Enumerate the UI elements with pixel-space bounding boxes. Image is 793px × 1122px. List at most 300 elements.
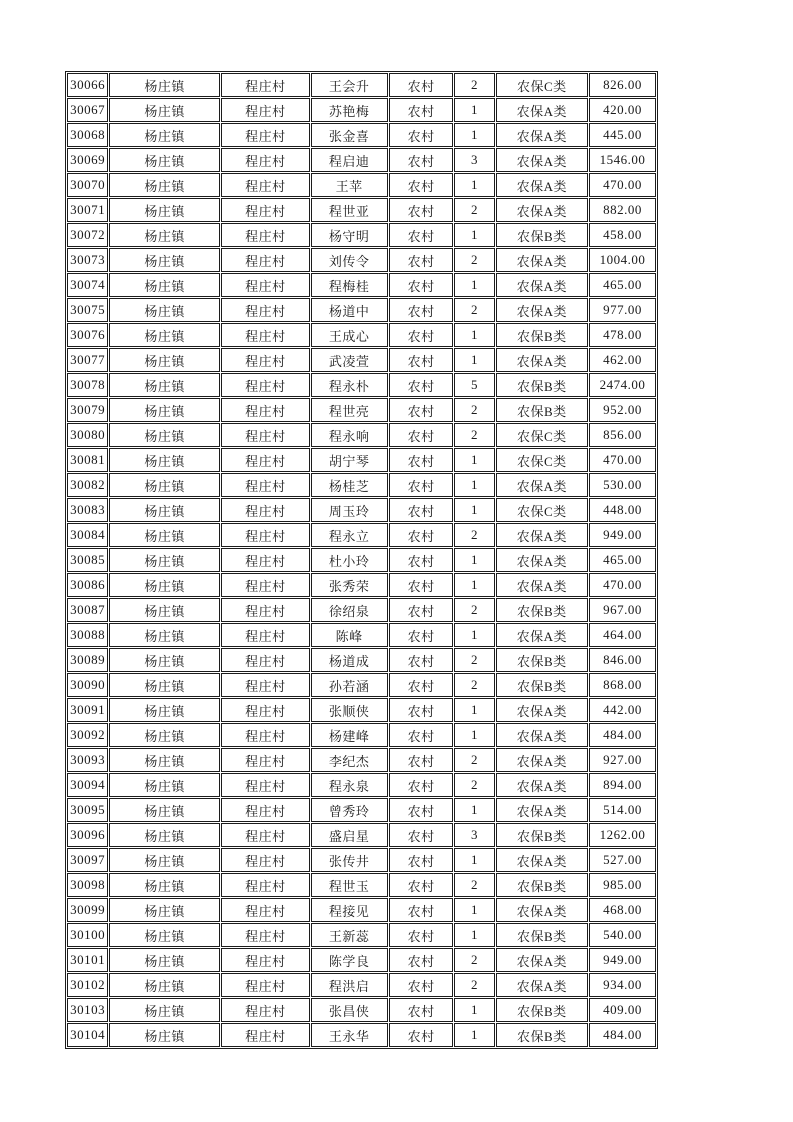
cell-town: 杨庄镇 (109, 748, 220, 772)
cell-insurance-category: 农保A类 (496, 773, 589, 797)
cell-town: 杨庄镇 (109, 523, 220, 547)
cell-record-id: 30066 (67, 73, 108, 97)
cell-record-id: 30099 (67, 898, 108, 922)
cell-village: 程庄村 (221, 548, 309, 572)
cell-person-name: 陈学良 (311, 948, 388, 972)
cell-town: 杨庄镇 (109, 123, 220, 147)
cell-town: 杨庄镇 (109, 423, 220, 447)
cell-record-id: 30095 (67, 798, 108, 822)
cell-person-name: 王新蕊 (311, 923, 388, 947)
cell-hukou-type: 农村 (389, 323, 454, 347)
cell-record-id: 30103 (67, 998, 108, 1022)
cell-amount: 985.00 (589, 873, 656, 897)
table-row (67, 223, 656, 247)
cell-hukou-type: 农村 (389, 198, 454, 222)
cell-record-id: 30086 (67, 573, 108, 597)
cell-hukou-type: 农村 (389, 998, 454, 1022)
table-row (67, 623, 656, 647)
cell-insurance-category: 农保A类 (496, 523, 589, 547)
cell-record-id: 30088 (67, 623, 108, 647)
cell-insurance-category: 农保A类 (496, 948, 589, 972)
cell-record-id: 30071 (67, 198, 108, 222)
table-row (67, 73, 656, 97)
cell-insurance-category: 农保A类 (496, 623, 589, 647)
table-row (67, 498, 656, 522)
cell-amount: 868.00 (589, 673, 656, 697)
cell-amount: 478.00 (589, 323, 656, 347)
cell-hukou-type: 农村 (389, 273, 454, 297)
cell-record-id: 30094 (67, 773, 108, 797)
cell-person-name: 程世玉 (311, 873, 388, 897)
cell-insurance-category: 农保A类 (496, 798, 589, 822)
cell-village: 程庄村 (221, 898, 309, 922)
cell-insurance-category: 农保A类 (496, 898, 589, 922)
cell-hukou-type: 农村 (389, 123, 454, 147)
cell-insurance-category: 农保A类 (496, 723, 589, 747)
cell-hukou-type: 农村 (389, 873, 454, 897)
cell-town: 杨庄镇 (109, 973, 220, 997)
cell-town: 杨庄镇 (109, 273, 220, 297)
cell-person-name: 陈峰 (311, 623, 388, 647)
cell-person-name: 程永立 (311, 523, 388, 547)
cell-person-count: 3 (454, 823, 494, 847)
table-row (67, 998, 656, 1022)
cell-record-id: 30076 (67, 323, 108, 347)
table-row (67, 273, 656, 297)
cell-village: 程庄村 (221, 648, 309, 672)
cell-person-name: 王苹 (311, 173, 388, 197)
cell-town: 杨庄镇 (109, 773, 220, 797)
cell-hukou-type: 农村 (389, 248, 454, 272)
cell-village: 程庄村 (221, 273, 309, 297)
cell-insurance-category: 农保A类 (496, 173, 589, 197)
cell-person-count: 2 (454, 648, 494, 672)
cell-hukou-type: 农村 (389, 98, 454, 122)
cell-record-id: 30102 (67, 973, 108, 997)
cell-village: 程庄村 (221, 173, 309, 197)
cell-village: 程庄村 (221, 623, 309, 647)
cell-hukou-type: 农村 (389, 673, 454, 697)
cell-record-id: 30073 (67, 248, 108, 272)
cell-amount: 465.00 (589, 548, 656, 572)
cell-insurance-category: 农保A类 (496, 248, 589, 272)
cell-amount: 527.00 (589, 848, 656, 872)
cell-town: 杨庄镇 (109, 648, 220, 672)
cell-town: 杨庄镇 (109, 448, 220, 472)
table-row (67, 848, 656, 872)
cell-record-id: 30081 (67, 448, 108, 472)
cell-person-name: 程世亮 (311, 398, 388, 422)
cell-person-count: 1 (454, 548, 494, 572)
cell-town: 杨庄镇 (109, 73, 220, 97)
cell-person-count: 1 (454, 623, 494, 647)
table-row (67, 723, 656, 747)
cell-person-count: 1 (454, 698, 494, 722)
table-row (67, 548, 656, 572)
cell-amount: 484.00 (589, 723, 656, 747)
cell-village: 程庄村 (221, 248, 309, 272)
cell-record-id: 30089 (67, 648, 108, 672)
cell-town: 杨庄镇 (109, 498, 220, 522)
cell-hukou-type: 农村 (389, 73, 454, 97)
cell-person-count: 1 (454, 848, 494, 872)
table-row (67, 798, 656, 822)
cell-amount: 927.00 (589, 748, 656, 772)
cell-person-name: 张顺侠 (311, 698, 388, 722)
cell-insurance-category: 农保A类 (496, 198, 589, 222)
cell-insurance-category: 农保B类 (496, 923, 589, 947)
cell-person-count: 2 (454, 423, 494, 447)
cell-amount: 442.00 (589, 698, 656, 722)
cell-town: 杨庄镇 (109, 673, 220, 697)
cell-village: 程庄村 (221, 598, 309, 622)
cell-insurance-category: 农保B类 (496, 673, 589, 697)
cell-insurance-category: 农保A类 (496, 148, 589, 172)
cell-insurance-category: 农保C类 (496, 423, 589, 447)
cell-town: 杨庄镇 (109, 548, 220, 572)
cell-hukou-type: 农村 (389, 798, 454, 822)
cell-person-count: 2 (454, 398, 494, 422)
table-row (67, 698, 656, 722)
cell-town: 杨庄镇 (109, 873, 220, 897)
cell-person-count: 1 (454, 273, 494, 297)
cell-record-id: 30085 (67, 548, 108, 572)
cell-insurance-category: 农保B类 (496, 323, 589, 347)
table-row (67, 1023, 656, 1047)
cell-record-id: 30091 (67, 698, 108, 722)
cell-person-name: 周玉玲 (311, 498, 388, 522)
cell-person-count: 1 (454, 323, 494, 347)
cell-amount: 514.00 (589, 798, 656, 822)
table-body (67, 73, 656, 1047)
cell-person-name: 徐绍泉 (311, 598, 388, 622)
cell-amount: 420.00 (589, 98, 656, 122)
cell-hukou-type: 农村 (389, 823, 454, 847)
cell-insurance-category: 农保B类 (496, 398, 589, 422)
cell-person-name: 杜小玲 (311, 548, 388, 572)
table-row (67, 148, 656, 172)
cell-record-id: 30080 (67, 423, 108, 447)
cell-person-name: 盛启星 (311, 823, 388, 847)
cell-village: 程庄村 (221, 998, 309, 1022)
table-row (67, 573, 656, 597)
cell-insurance-category: 农保A类 (496, 698, 589, 722)
cell-village: 程庄村 (221, 223, 309, 247)
cell-person-name: 武凌萱 (311, 348, 388, 372)
cell-record-id: 30087 (67, 598, 108, 622)
table-row (67, 773, 656, 797)
cell-town: 杨庄镇 (109, 198, 220, 222)
cell-insurance-category: 农保A类 (496, 273, 589, 297)
cell-town: 杨庄镇 (109, 848, 220, 872)
cell-person-name: 孙若涵 (311, 673, 388, 697)
cell-record-id: 30093 (67, 748, 108, 772)
table-row (67, 323, 656, 347)
cell-person-count: 2 (454, 73, 494, 97)
cell-village: 程庄村 (221, 698, 309, 722)
cell-record-id: 30078 (67, 373, 108, 397)
cell-village: 程庄村 (221, 823, 309, 847)
cell-insurance-category: 农保A类 (496, 548, 589, 572)
cell-town: 杨庄镇 (109, 248, 220, 272)
cell-amount: 484.00 (589, 1023, 656, 1047)
cell-insurance-category: 农保B类 (496, 223, 589, 247)
cell-village: 程庄村 (221, 148, 309, 172)
cell-hukou-type: 农村 (389, 523, 454, 547)
cell-record-id: 30072 (67, 223, 108, 247)
cell-person-name: 程启迪 (311, 148, 388, 172)
cell-person-count: 2 (454, 973, 494, 997)
cell-amount: 882.00 (589, 198, 656, 222)
cell-town: 杨庄镇 (109, 898, 220, 922)
cell-record-id: 30097 (67, 848, 108, 872)
cell-record-id: 30068 (67, 123, 108, 147)
cell-record-id: 30069 (67, 148, 108, 172)
cell-village: 程庄村 (221, 423, 309, 447)
cell-amount: 468.00 (589, 898, 656, 922)
cell-person-count: 3 (454, 148, 494, 172)
cell-person-count: 1 (454, 498, 494, 522)
cell-person-count: 2 (454, 773, 494, 797)
cell-amount: 826.00 (589, 73, 656, 97)
cell-person-count: 1 (454, 923, 494, 947)
cell-amount: 1262.00 (589, 823, 656, 847)
cell-person-name: 李纪杰 (311, 748, 388, 772)
table-row (67, 248, 656, 272)
cell-person-count: 1 (454, 448, 494, 472)
cell-person-count: 1 (454, 98, 494, 122)
cell-village: 程庄村 (221, 373, 309, 397)
cell-hukou-type: 农村 (389, 448, 454, 472)
cell-town: 杨庄镇 (109, 723, 220, 747)
cell-person-count: 1 (454, 473, 494, 497)
cell-person-name: 杨守明 (311, 223, 388, 247)
cell-town: 杨庄镇 (109, 573, 220, 597)
cell-person-count: 1 (454, 723, 494, 747)
cell-person-name: 程永泉 (311, 773, 388, 797)
cell-hukou-type: 农村 (389, 598, 454, 622)
cell-hukou-type: 农村 (389, 398, 454, 422)
cell-amount: 448.00 (589, 498, 656, 522)
cell-person-count: 2 (454, 248, 494, 272)
cell-village: 程庄村 (221, 1023, 309, 1047)
cell-amount: 470.00 (589, 573, 656, 597)
cell-village: 程庄村 (221, 798, 309, 822)
cell-hukou-type: 农村 (389, 898, 454, 922)
cell-hukou-type: 农村 (389, 773, 454, 797)
cell-village: 程庄村 (221, 348, 309, 372)
cell-person-count: 1 (454, 998, 494, 1022)
table-row (67, 98, 656, 122)
cell-person-name: 程世亚 (311, 198, 388, 222)
cell-person-count: 1 (454, 1023, 494, 1047)
cell-insurance-category: 农保B类 (496, 873, 589, 897)
table-row (67, 473, 656, 497)
cell-person-count: 2 (454, 523, 494, 547)
cell-person-name: 杨道中 (311, 298, 388, 322)
table-row (67, 973, 656, 997)
cell-insurance-category: 农保C类 (496, 73, 589, 97)
cell-amount: 846.00 (589, 648, 656, 672)
cell-person-count: 2 (454, 748, 494, 772)
cell-amount: 465.00 (589, 273, 656, 297)
cell-village: 程庄村 (221, 948, 309, 972)
cell-village: 程庄村 (221, 873, 309, 897)
cell-amount: 445.00 (589, 123, 656, 147)
cell-person-count: 2 (454, 673, 494, 697)
cell-amount: 856.00 (589, 423, 656, 447)
cell-person-name: 杨道成 (311, 648, 388, 672)
cell-person-name: 胡宁琴 (311, 448, 388, 472)
cell-person-name: 王会升 (311, 73, 388, 97)
cell-person-name: 张秀荣 (311, 573, 388, 597)
cell-person-name: 张金喜 (311, 123, 388, 147)
cell-insurance-category: 农保A类 (496, 848, 589, 872)
cell-town: 杨庄镇 (109, 398, 220, 422)
cell-amount: 934.00 (589, 973, 656, 997)
benefits-table (66, 72, 657, 1048)
cell-insurance-category: 农保A类 (496, 973, 589, 997)
cell-village: 程庄村 (221, 198, 309, 222)
cell-village: 程庄村 (221, 848, 309, 872)
cell-hukou-type: 农村 (389, 373, 454, 397)
cell-person-name: 张昌侠 (311, 998, 388, 1022)
cell-hukou-type: 农村 (389, 148, 454, 172)
cell-insurance-category: 农保A类 (496, 298, 589, 322)
cell-village: 程庄村 (221, 323, 309, 347)
cell-hukou-type: 农村 (389, 348, 454, 372)
cell-town: 杨庄镇 (109, 1023, 220, 1047)
cell-person-count: 2 (454, 873, 494, 897)
table-row (67, 123, 656, 147)
cell-amount: 1004.00 (589, 248, 656, 272)
cell-amount: 949.00 (589, 523, 656, 547)
cell-record-id: 30083 (67, 498, 108, 522)
table-row (67, 673, 656, 697)
cell-insurance-category: 农保C类 (496, 498, 589, 522)
cell-record-id: 30074 (67, 273, 108, 297)
cell-person-name: 刘传令 (311, 248, 388, 272)
cell-village: 程庄村 (221, 448, 309, 472)
cell-person-count: 2 (454, 948, 494, 972)
cell-record-id: 30101 (67, 948, 108, 972)
cell-person-count: 1 (454, 798, 494, 822)
cell-village: 程庄村 (221, 923, 309, 947)
table-row (67, 173, 656, 197)
cell-insurance-category: 农保B类 (496, 1023, 589, 1047)
table-row (67, 748, 656, 772)
cell-amount: 470.00 (589, 173, 656, 197)
cell-hukou-type: 农村 (389, 723, 454, 747)
cell-record-id: 30077 (67, 348, 108, 372)
cell-amount: 409.00 (589, 998, 656, 1022)
cell-village: 程庄村 (221, 73, 309, 97)
table-row (67, 198, 656, 222)
cell-person-name: 程接见 (311, 898, 388, 922)
cell-record-id: 30098 (67, 873, 108, 897)
cell-amount: 530.00 (589, 473, 656, 497)
cell-hukou-type: 农村 (389, 423, 454, 447)
cell-hukou-type: 农村 (389, 748, 454, 772)
cell-hukou-type: 农村 (389, 548, 454, 572)
cell-town: 杨庄镇 (109, 948, 220, 972)
cell-village: 程庄村 (221, 673, 309, 697)
cell-hukou-type: 农村 (389, 923, 454, 947)
cell-hukou-type: 农村 (389, 173, 454, 197)
cell-village: 程庄村 (221, 723, 309, 747)
cell-person-count: 2 (454, 598, 494, 622)
cell-insurance-category: 农保A类 (496, 123, 589, 147)
cell-village: 程庄村 (221, 773, 309, 797)
table-row (67, 823, 656, 847)
cell-hukou-type: 农村 (389, 498, 454, 522)
cell-village: 程庄村 (221, 973, 309, 997)
cell-amount: 949.00 (589, 948, 656, 972)
cell-hukou-type: 农村 (389, 573, 454, 597)
cell-town: 杨庄镇 (109, 698, 220, 722)
cell-hukou-type: 农村 (389, 298, 454, 322)
cell-amount: 464.00 (589, 623, 656, 647)
cell-hukou-type: 农村 (389, 623, 454, 647)
cell-amount: 540.00 (589, 923, 656, 947)
cell-record-id: 30079 (67, 398, 108, 422)
cell-insurance-category: 农保B类 (496, 648, 589, 672)
cell-insurance-category: 农保B类 (496, 998, 589, 1022)
cell-person-name: 曾秀玲 (311, 798, 388, 822)
cell-amount: 967.00 (589, 598, 656, 622)
cell-person-count: 2 (454, 198, 494, 222)
table-row (67, 598, 656, 622)
cell-town: 杨庄镇 (109, 598, 220, 622)
cell-record-id: 30090 (67, 673, 108, 697)
cell-insurance-category: 农保A类 (496, 573, 589, 597)
cell-town: 杨庄镇 (109, 223, 220, 247)
cell-town: 杨庄镇 (109, 998, 220, 1022)
cell-record-id: 30070 (67, 173, 108, 197)
cell-person-count: 1 (454, 348, 494, 372)
cell-record-id: 30082 (67, 473, 108, 497)
cell-town: 杨庄镇 (109, 348, 220, 372)
cell-hukou-type: 农村 (389, 698, 454, 722)
cell-town: 杨庄镇 (109, 173, 220, 197)
cell-person-name: 杨桂芝 (311, 473, 388, 497)
cell-hukou-type: 农村 (389, 973, 454, 997)
cell-insurance-category: 农保C类 (496, 448, 589, 472)
cell-person-name: 程永朴 (311, 373, 388, 397)
cell-person-name: 王永华 (311, 1023, 388, 1047)
table-row (67, 398, 656, 422)
cell-village: 程庄村 (221, 748, 309, 772)
cell-record-id: 30104 (67, 1023, 108, 1047)
cell-person-count: 1 (454, 223, 494, 247)
cell-town: 杨庄镇 (109, 798, 220, 822)
cell-town: 杨庄镇 (109, 298, 220, 322)
table-row (67, 948, 656, 972)
cell-hukou-type: 农村 (389, 948, 454, 972)
table-row (67, 448, 656, 472)
cell-record-id: 30096 (67, 823, 108, 847)
cell-person-name: 杨建峰 (311, 723, 388, 747)
cell-insurance-category: 农保B类 (496, 823, 589, 847)
table-row (67, 298, 656, 322)
cell-town: 杨庄镇 (109, 623, 220, 647)
cell-person-name: 张传井 (311, 848, 388, 872)
cell-hukou-type: 农村 (389, 223, 454, 247)
cell-insurance-category: 农保B类 (496, 598, 589, 622)
cell-record-id: 30067 (67, 98, 108, 122)
cell-hukou-type: 农村 (389, 648, 454, 672)
cell-insurance-category: 农保A类 (496, 748, 589, 772)
